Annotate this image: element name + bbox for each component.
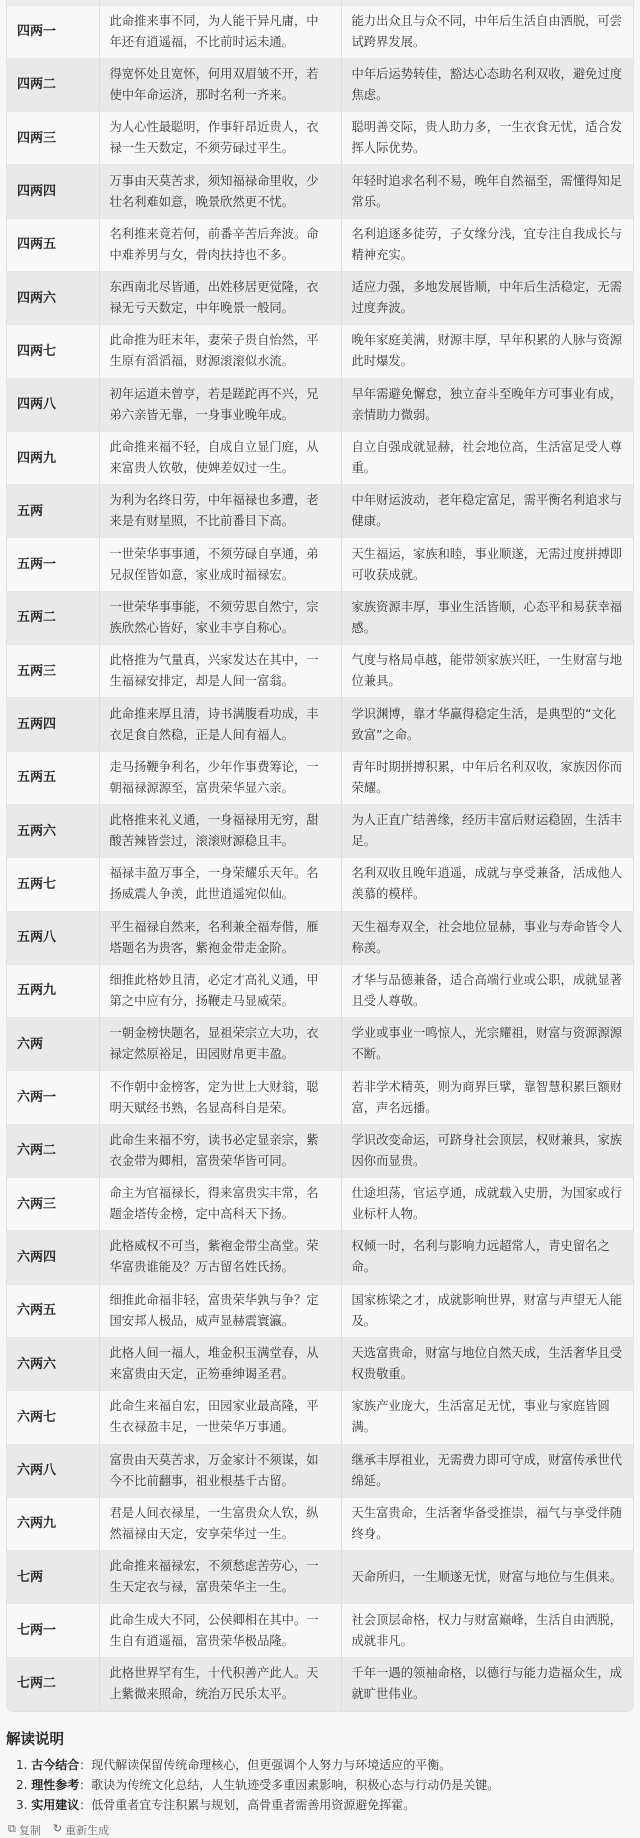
table-row [7,591,633,644]
table-row [7,378,633,431]
verse-cell: 此格推为气量真，兴家发达在其中，一生福禄安排定，却是人间一富翁。 [99,645,341,698]
note-number: 3. [16,1798,28,1812]
table-row [7,1657,633,1710]
bone-weight-cell: 五两五 [7,751,99,804]
verse-cell: 此命生成大不同，公侯卿相在其中。一生自有逍遥福，富贵荣华极品隆。 [99,1604,341,1657]
verse-cell: 初年运道未曾亨，若是蹉跎再不兴，兄弟六亲皆无靠，一身事业晚年成。 [99,378,341,431]
bone-weight-cell: 六两七 [7,1391,99,1444]
bone-weight-cell: 五两一 [7,538,99,591]
bone-weight-cell: 七两 [7,1551,99,1604]
table-row [7,165,633,218]
notes-title: 解读说明 [6,1732,64,1748]
note-label: 实用建议 [31,1798,80,1812]
table-row [7,538,633,591]
verse-cell: 福禄丰盈万事全，一身荣耀乐天年。名扬威震人争羡，此世逍遥宛似仙。 [99,858,341,911]
interpretation-cell: 年轻时追求名利不易，晚年自然福至，需懂得知足常乐。 [341,165,633,218]
interpretation-cell: 名利追逐多徒劳，子女缘分浅，宜专注自我成长与精神充实。 [341,218,633,271]
note-item [16,1775,632,1795]
refresh-icon: ↻ [52,1822,63,1835]
verse-cell: 一朝金榜快题名，显祖荣宗立大功，衣禄定然原裕足，田园财帛更丰盈。 [99,1018,341,1071]
interpretation-cell: 青年时期拼搏积累，中年后名利双收，家族因你而荣耀。 [341,751,633,804]
bone-weight-cell: 五两六 [7,804,99,857]
interpretation-cell: 社会顶层命格，权力与财富巅峰，生活自由洒脱，成就非凡。 [341,1604,633,1657]
verse-cell: 一世荣华事事能，不须劳思自然宁，宗族欣然心皆好，家业丰亨自称心。 [99,591,341,644]
interpretation-cell: 家族资源丰厚，事业生活皆顺，心态平和易获幸福感。 [341,591,633,644]
bone-weight-cell: 七两二 [7,1657,99,1710]
bone-weight-cell: 四两七 [7,325,99,378]
bone-weight-cell: 六两六 [7,1337,99,1390]
bone-weight-cell: 七两一 [7,1604,99,1657]
table-row [7,1604,633,1657]
table-row [7,698,633,751]
bone-weight-cell: 四两九 [7,431,99,484]
interpretation-cell: 国家栋梁之才，成就影响世界，财富与声望无人能及。 [341,1284,633,1337]
bone-weight-cell: 六两四 [7,1231,99,1284]
copy-label: 复制 [18,1824,41,1837]
table-row [7,1551,633,1604]
verse-cell: 名利推来竟若何，前番辛苦后奔波。命中难养男与女，骨肉扶持也不多。 [99,218,341,271]
verse-cell: 此命推来福不轻，自成自立显门庭，从来富贵人钦敬，使婢差奴过一生。 [99,431,341,484]
note-text: ：低骨重者宜专注积累与规划，高骨重者需善用资源避免挥霍。 [79,1798,416,1812]
interpretation-cell: 天生富贵命，生活奢华备受推崇，福气与享受伴随终身。 [341,1497,633,1550]
verse-cell: 此格威权不可当，紫袍金带尘高堂。荣华富贵谁能及？万古留名姓氏扬。 [99,1231,341,1284]
verse-cell: 不作朝中金榜客，定为世上大财翁，聪明天赋经书熟，名显高科自是荣。 [99,1071,341,1124]
message-actions [8,1822,109,1838]
notes-section [6,1728,632,1815]
note-number: 1. [16,1758,28,1772]
table-row [7,271,633,324]
interpretation-cell: 家族产业庞大，生活富足无忧，事业与家庭皆圆满。 [341,1391,633,1444]
interpretation-cell: 自立自强成就显赫，社会地位高，生活富足受人尊重。 [341,431,633,484]
table-row [7,1284,633,1337]
table-row [7,1391,633,1444]
note-number: 2. [16,1778,28,1792]
interpretation-cell: 中年后运势转佳，豁达心态助名利双收，避免过度焦虑。 [341,58,633,111]
bone-weight-cell: 六两五 [7,1284,99,1337]
verse-cell: 为人心性最聪明，作事轩昂近贵人，衣禄一生天数定，不须劳碌过平生。 [99,112,341,165]
table-row [7,58,633,111]
table-row [7,1337,633,1390]
interpretation-cell: 学识渊博，靠才华赢得稳定生活，是典型的“文化致富”之命。 [341,698,633,751]
table-row [7,1231,633,1284]
verse-cell: 细推此命福非轻，富贵荣华孰与争？定国安邦人极品，威声显赫震寰瀛。 [99,1284,341,1337]
bone-weight-cell: 四两四 [7,165,99,218]
bone-weight-cell: 四两六 [7,271,99,324]
interpretation-cell: 才华与品德兼备，适合高端行业或公职，成就显著且受人尊敬。 [341,964,633,1017]
table-row [7,964,633,1017]
interpretation-cell: 天命所归，一生顺遂无忧，财富与地位与生俱来。 [341,1551,633,1604]
fortune-table [7,0,633,1711]
table-row [7,1018,633,1071]
table-row [7,431,633,484]
bone-weight-cell: 五两 [7,485,99,538]
bone-weight-cell: 六两八 [7,1444,99,1497]
table-row [7,1071,633,1124]
interpretation-cell: 仕途坦荡，官运亨通，成就载入史册，为国家或行业标杆人物。 [341,1178,633,1231]
bone-weight-cell: 六两三 [7,1178,99,1231]
table-row [7,1444,633,1497]
bone-weight-cell: 六两二 [7,1124,99,1177]
interpretation-cell: 若非学术精英，则为商界巨擘，靠智慧积累巨额财富，声名远播。 [341,1071,633,1124]
bone-weight-cell: 五两三 [7,645,99,698]
verse-cell: 此格世界罕有生，十代积善产此人。天上紫微来照命，统治万民乐太平。 [99,1657,341,1710]
verse-cell: 富贵由天莫苦求，万金家计不须谋，如今不比前翻事，祖业根基千古留。 [99,1444,341,1497]
table-row [7,325,633,378]
bone-weight-cell: 四两一 [7,5,99,58]
note-item [16,1795,632,1815]
table-row [7,1178,633,1231]
verse-cell: 君是人间衣禄星，一生富贵众人钦，纵然福禄由天定，安享荣华过一生。 [99,1497,341,1550]
verse-cell: 平生福禄自然来，名利兼全福寿偕，雁塔题名为贵客，紫袍金带走金阶。 [99,911,341,964]
note-label: 古今结合 [31,1758,80,1772]
verse-cell: 此命生来福不穷，读书必定显亲宗，紫衣金带为卿相，富贵荣华皆可同。 [99,1124,341,1177]
fortune-table-container [6,0,634,1712]
verse-cell: 此格推来礼义通，一身福禄用无穷，甜酸苦辣皆尝过，滚滚财源稳且丰。 [99,804,341,857]
table-row [7,645,633,698]
interpretation-cell: 名利双收且晚年逍遥，成就与享受兼备，活成他人羡慕的模样。 [341,858,633,911]
verse-cell: 此命推来厚且清，诗书满腹看功成，丰衣足食自然稳，正是人间有福人。 [99,698,341,751]
interpretation-cell: 权倾一时，名利与影响力远超常人，青史留名之命。 [341,1231,633,1284]
interpretation-cell: 天选富贵命，财富与地位自然天成，生活奢华且受权贵敬重。 [341,1337,633,1390]
interpretation-cell: 晚年家庭美满，财源丰厚，早年积累的人脉与资源此时爆发。 [341,325,633,378]
note-item [16,1755,632,1775]
verse-cell: 为利为名终日劳，中年福禄也多遭，老来是有财星照，不比前番目下高。 [99,485,341,538]
verse-cell: 此命生来福自宏，田园家业最高隆，平生衣禄盈丰足，一世荣华万事通。 [99,1391,341,1444]
verse-cell: 细推此格妙且清，必定才高礼义通，甲第之中应有分，扬鞭走马显威荣。 [99,964,341,1017]
interpretation-cell: 气度与格局卓越，能带领家族兴旺，一生财富与地位兼具。 [341,645,633,698]
table-body [7,0,633,1711]
table-row [7,112,633,165]
table-row [7,1124,633,1177]
note-text: ：歌诀为传统文化总结，人生轨迹受多重因素影响，积极心态与行动仍是关键。 [79,1778,500,1792]
note-text: ：现代解读保留传统命理核心，但更强调个人努力与环境适应的平衡。 [79,1758,452,1772]
interpretation-cell: 继承丰厚祖业，无需费力即可守成，财富传承世代绵延。 [341,1444,633,1497]
bone-weight-cell: 四两八 [7,378,99,431]
bone-weight-cell: 四两五 [7,218,99,271]
interpretation-cell: 能力出众且与众不同，中年后生活自由洒脱，可尝试跨界发展。 [341,5,633,58]
table-row [7,858,633,911]
interpretation-cell: 天生福运，家族和睦，事业顺遂，无需过度拼搏即可收获成就。 [341,538,633,591]
verse-cell: 此命推为旺末年，妻荣子贵自怡然，平生原有滔滔福，财源滚滚似水流。 [99,325,341,378]
copy-icon: ⧉ [8,1822,16,1835]
bone-weight-cell: 五两四 [7,698,99,751]
interpretation-cell: 聪明善交际，贵人助力多，一生衣食无忧，适合发挥人际优势。 [341,112,633,165]
interpretation-cell: 学业或事业一鸣惊人，光宗耀祖，财富与资源源源不断。 [341,1018,633,1071]
verse-cell: 命主为官福禄长，得来富贵实丰常，名题金塔传金榜，定中高科天下扬。 [99,1178,341,1231]
copy-button[interactable] [8,1822,41,1838]
bone-weight-cell: 五两九 [7,964,99,1017]
verse-cell: 此格人间一福人，堆金积玉满堂春，从来富贵由天定，正笏垂绅谒圣君。 [99,1337,341,1390]
verse-cell: 得宽怀处且宽怀，何用双眉皱不开，若使中年命运济，那时名利一齐来。 [99,58,341,111]
bone-weight-cell: 六两九 [7,1497,99,1550]
verse-cell: 万事由天莫苦求，须知福禄命里收，少壮名利难如意，晚景欣然更不忧。 [99,165,341,218]
verse-cell: 一世荣华事事通，不须劳碌自享通，弟兄叔侄皆如意，家业成时福禄宏。 [99,538,341,591]
interpretation-cell: 天生福寿双全，社会地位显赫，事业与寿命皆令人称羡。 [341,911,633,964]
notes-list [6,1755,632,1815]
interpretation-cell: 学识改变命运，可跻身社会顶层，权财兼具，家族因你而显贵。 [341,1124,633,1177]
bone-weight-cell: 四两二 [7,58,99,111]
verse-cell: 此命推来福禄宏，不须愁虑苦劳心，一生天定衣与禄，富贵荣华主一生。 [99,1551,341,1604]
verse-cell: 东西南北尽皆通，出姓移居更觉隆，衣禄无亏天数定，中年晚景一般同。 [99,271,341,324]
table-row [7,804,633,857]
verse-cell: 此命推来事不同，为人能干异凡庸，中年还有逍遥福，不比前时运未通。 [99,5,341,58]
bone-weight-cell: 五两七 [7,858,99,911]
regenerate-button[interactable] [53,1822,109,1838]
table-row [7,5,633,58]
interpretation-cell: 千年一遇的领袖命格，以德行与能力造福众生，成就旷世伟业。 [341,1657,633,1710]
interpretation-cell: 早年需避免懈怠，独立奋斗至晚年方可事业有成，亲情助力微弱。 [341,378,633,431]
table-row [7,218,633,271]
bone-weight-cell: 六两一 [7,1071,99,1124]
bone-weight-cell: 六两 [7,1018,99,1071]
table-row [7,485,633,538]
bone-weight-cell: 四两三 [7,112,99,165]
interpretation-cell: 适应力强，多地发展皆顺，中年后生活稳定，无需过度奔波。 [341,271,633,324]
note-label: 理性参考 [31,1778,80,1792]
bone-weight-cell: 五两八 [7,911,99,964]
table-row [7,911,633,964]
interpretation-cell: 中年财运波动，老年稳定富足，需平衡名利追求与健康。 [341,485,633,538]
bone-weight-cell: 五两二 [7,591,99,644]
verse-cell: 走马扬鞭争利名，少年作事费筹论，一朝福禄源源至，富贵荣华显六亲。 [99,751,341,804]
regenerate-label: 重新生成 [65,1824,110,1837]
table-row [7,1497,633,1550]
table-row [7,751,633,804]
interpretation-cell: 为人正直广结善缘，经历丰富后财运稳固，生活丰足。 [341,804,633,857]
